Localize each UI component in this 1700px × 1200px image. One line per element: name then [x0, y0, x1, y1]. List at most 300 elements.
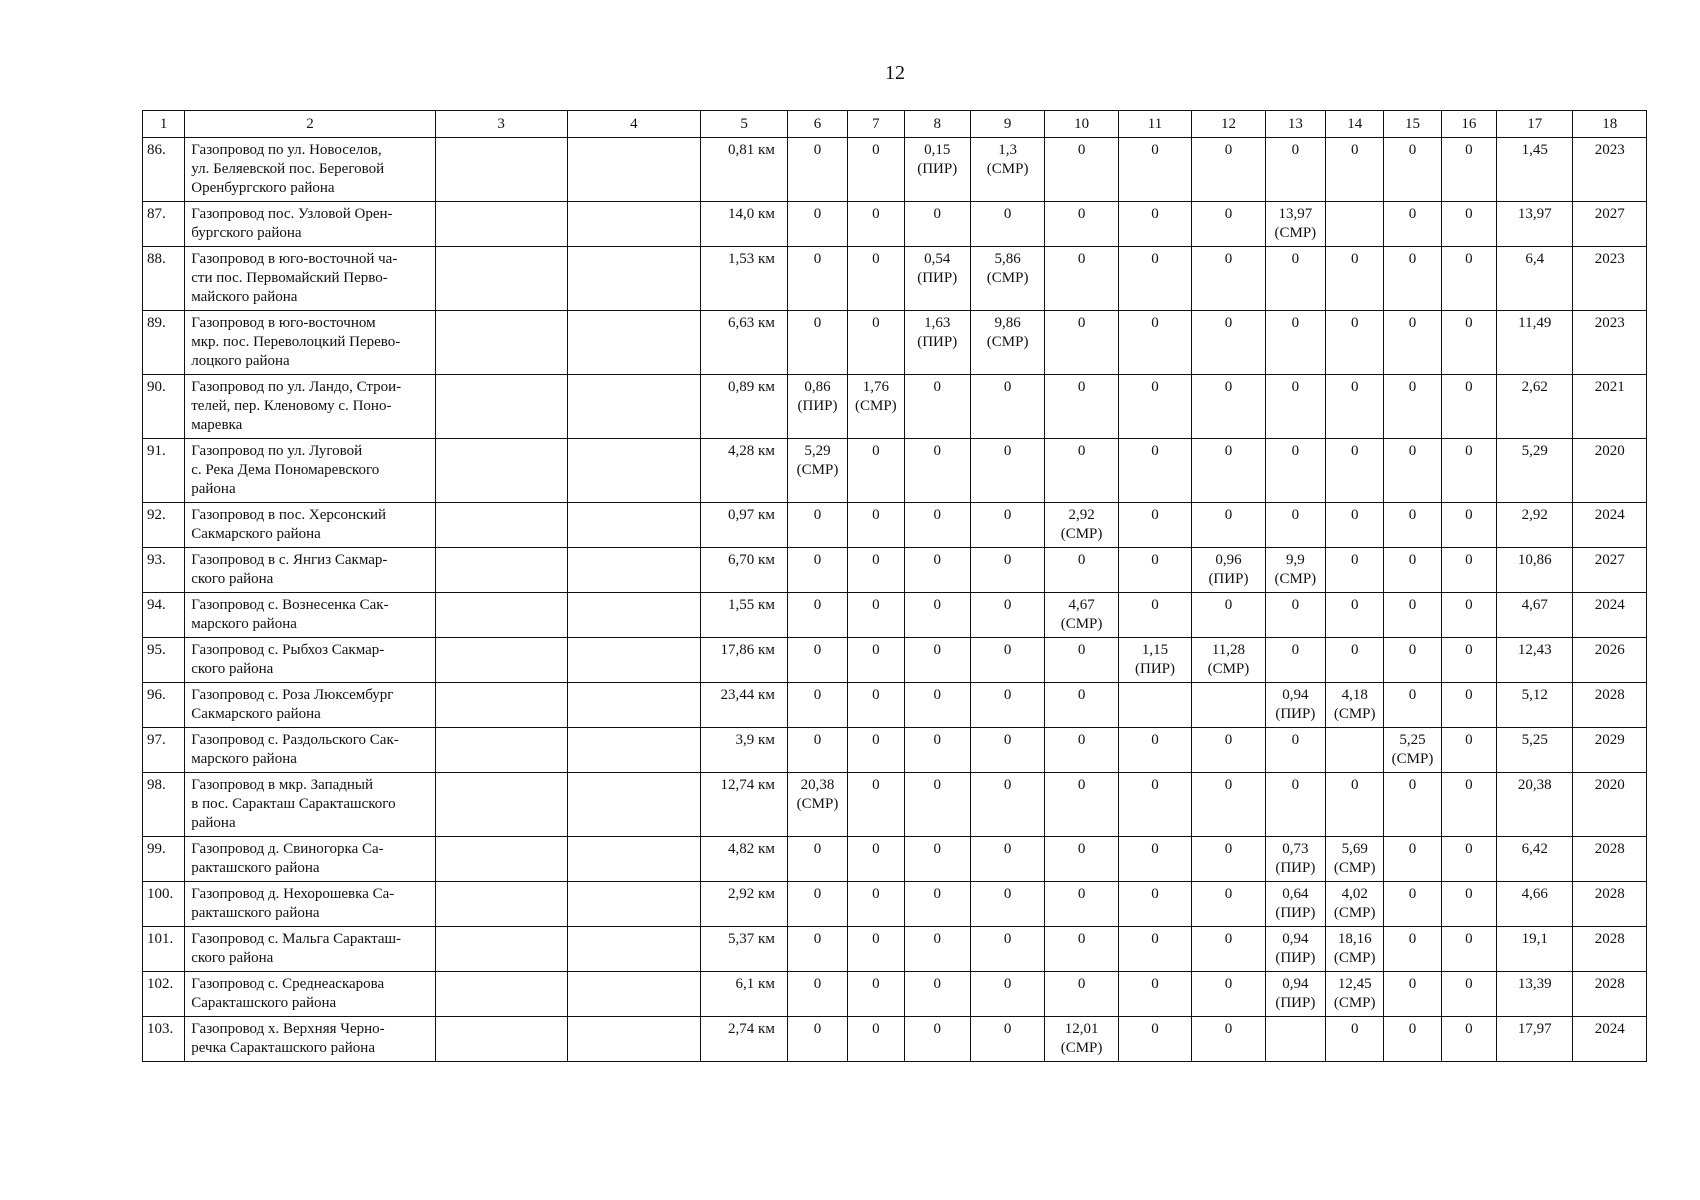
empty-cell-col3 [435, 773, 567, 837]
pipeline-length: 3,9 км [701, 728, 788, 773]
funding-value-line: (СМР) [986, 334, 1029, 350]
funding-value-line: 0 [1408, 931, 1417, 947]
funding-value-line: 20,38 [1517, 777, 1552, 793]
funding-value-line: (СМР) [1207, 661, 1250, 677]
funding-value-line: 0 [872, 443, 880, 459]
funding-value-line: 0 [813, 206, 822, 222]
funding-value-line: 0 [933, 1021, 941, 1037]
row-number: 89. [143, 311, 185, 375]
funding-value [970, 548, 1044, 593]
funding-value [1045, 728, 1118, 773]
funding-value-line: 0 [1465, 443, 1473, 459]
funding-value [1326, 593, 1384, 638]
empty-cell-col4 [567, 439, 701, 503]
object-name-line: Газопровод в юго-восточной ча- [191, 251, 398, 267]
completion-year: 2020 [1573, 773, 1647, 837]
funding-value [970, 972, 1044, 1017]
funding-value [1118, 837, 1191, 882]
column-header: 12 [1192, 111, 1265, 138]
funding-value-line: 0 [1151, 931, 1159, 947]
funding-value [1265, 773, 1325, 837]
funding-value [970, 638, 1044, 683]
completion-year: 2028 [1573, 882, 1647, 927]
funding-value-line: 5,25 [1521, 732, 1548, 748]
funding-value [970, 311, 1044, 375]
funding-value [1192, 375, 1265, 439]
funding-value-line: 0 [1350, 251, 1359, 267]
pipeline-length: 6,70 км [701, 548, 788, 593]
column-header: 17 [1497, 111, 1573, 138]
funding-value [1192, 882, 1265, 927]
funding-value-line: 0 [933, 206, 941, 222]
funding-value [904, 927, 970, 972]
empty-cell-col3 [435, 138, 567, 202]
funding-value-line: 0 [1291, 315, 1300, 331]
funding-value-line: 0 [872, 552, 880, 568]
funding-value [1441, 202, 1496, 247]
funding-value [1497, 202, 1573, 247]
funding-value-line: 5,12 [1521, 687, 1548, 703]
funding-value-line: (СМР) [1333, 995, 1376, 1011]
funding-value [904, 837, 970, 882]
funding-value [1326, 138, 1384, 202]
object-name-line: лоцкого района [191, 353, 290, 369]
funding-value [1192, 247, 1265, 311]
funding-value [1045, 638, 1118, 683]
funding-value-line: 0 [1465, 687, 1473, 703]
object-name-line: марского района [191, 751, 297, 767]
funding-value [1441, 138, 1496, 202]
empty-cell-col3 [435, 972, 567, 1017]
object-name [185, 247, 435, 311]
funding-value [1192, 548, 1265, 593]
funding-value [1497, 247, 1573, 311]
funding-value [1265, 311, 1325, 375]
funding-value [1265, 1017, 1325, 1062]
funding-value-line: 4,66 [1521, 886, 1548, 902]
object-name [185, 683, 435, 728]
funding-value-line: 0 [933, 642, 941, 658]
object-name-line: Газопровод х. Верхняя Черно- [191, 1021, 385, 1037]
funding-value-line: 0 [1077, 841, 1086, 857]
funding-value [1441, 375, 1496, 439]
funding-value [1441, 972, 1496, 1017]
funding-value [1441, 311, 1496, 375]
funding-value [848, 683, 904, 728]
funding-value-line: 0 [933, 687, 941, 703]
funding-value-line: 1,76 [862, 379, 889, 395]
funding-value-line: (ПИР) [917, 334, 958, 350]
funding-value [970, 439, 1044, 503]
funding-value-line: 0 [1408, 642, 1417, 658]
funding-value [1441, 728, 1496, 773]
empty-cell-col4 [567, 837, 701, 882]
funding-value [1045, 503, 1118, 548]
funding-value-line: (ПИР) [1275, 995, 1316, 1011]
funding-value-line: 0 [1151, 142, 1159, 158]
pipeline-length: 2,74 км [701, 1017, 788, 1062]
funding-value-line: (СМР) [855, 398, 897, 414]
funding-value-line: 0 [1003, 732, 1012, 748]
object-name [185, 503, 435, 548]
funding-value-line: 0 [933, 931, 941, 947]
funding-value-line: 0 [1350, 777, 1359, 793]
funding-value [848, 882, 904, 927]
funding-value [1045, 972, 1118, 1017]
object-name [185, 311, 435, 375]
object-name-line: Газопровод в пос. Херсонский [191, 507, 387, 523]
funding-value-line: 0 [1151, 841, 1159, 857]
funding-value [787, 202, 847, 247]
funding-value [904, 683, 970, 728]
row-number: 91. [143, 439, 185, 503]
funding-value-line: 0,54 [924, 251, 951, 267]
funding-value [848, 247, 904, 311]
funding-value-line: 5,69 [1341, 841, 1368, 857]
completion-year: 2024 [1573, 593, 1647, 638]
funding-value-line: 1,45 [1521, 142, 1548, 158]
table-row [143, 375, 1647, 439]
completion-year: 2029 [1573, 728, 1647, 773]
pipeline-length: 2,92 км [701, 882, 788, 927]
funding-value [904, 593, 970, 638]
funding-value [787, 1017, 847, 1062]
empty-cell-col3 [435, 837, 567, 882]
funding-value [1045, 548, 1118, 593]
funding-value [787, 683, 847, 728]
funding-value-line: 20,38 [800, 777, 835, 793]
funding-value [848, 311, 904, 375]
funding-value-line: (ПИР) [1275, 860, 1316, 876]
funding-value-line: 0 [1224, 206, 1233, 222]
pipeline-length: 1,53 км [701, 247, 788, 311]
column-header: 4 [567, 111, 701, 138]
funding-value-line: 0 [1224, 315, 1233, 331]
empty-cell-col3 [435, 638, 567, 683]
funding-value-line: 0 [1465, 507, 1473, 523]
funding-value-line: 0 [1077, 886, 1086, 902]
object-name [185, 638, 435, 683]
funding-value [904, 882, 970, 927]
completion-year: 2021 [1573, 375, 1647, 439]
funding-value [1192, 728, 1265, 773]
funding-value-line: 0 [1465, 886, 1473, 902]
funding-value [1118, 683, 1191, 728]
funding-value-line: 0 [1291, 443, 1300, 459]
funding-value-line: 0 [1350, 507, 1359, 523]
table-row [143, 593, 1647, 638]
object-name-line: с. Река Дема Пономаревского [191, 462, 380, 478]
funding-value-line: 0 [1151, 1021, 1159, 1037]
funding-value [1265, 882, 1325, 927]
object-name-line: телей, пер. Кленовому с. Поно- [191, 398, 392, 414]
table-row [143, 638, 1647, 683]
funding-value [1326, 927, 1384, 972]
funding-value-line: (СМР) [1333, 706, 1376, 722]
funding-value-line: 0 [1224, 886, 1233, 902]
funding-value [848, 773, 904, 837]
empty-cell-col3 [435, 882, 567, 927]
column-header: 13 [1265, 111, 1325, 138]
page-number: 12 [885, 62, 905, 84]
object-name-line: сти пос. Первомайский Перво- [191, 270, 388, 286]
funding-value [848, 927, 904, 972]
funding-value-line: 2,92 [1068, 507, 1095, 523]
object-name-line: района [191, 481, 236, 497]
funding-value-line: 0 [813, 886, 822, 902]
funding-value-line: 17,97 [1517, 1021, 1552, 1037]
object-name-line: Газопровод по ул. Ландо, Строи- [191, 379, 402, 395]
empty-cell-col3 [435, 375, 567, 439]
completion-year: 2024 [1573, 1017, 1647, 1062]
funding-value [1045, 138, 1118, 202]
funding-value [1045, 1017, 1118, 1062]
funding-value-line: 0 [1408, 142, 1417, 158]
funding-value-line: 0 [1003, 443, 1012, 459]
funding-value-line: (ПИР) [1135, 661, 1175, 677]
funding-value-line: 0 [1465, 931, 1473, 947]
funding-value [1497, 972, 1573, 1017]
funding-value-line: 0 [1465, 315, 1473, 331]
funding-value-line: 0 [872, 1021, 880, 1037]
empty-cell-col3 [435, 1017, 567, 1062]
funding-value-line: (СМР) [1274, 225, 1317, 241]
object-name [185, 773, 435, 837]
pipeline-length: 14,0 км [701, 202, 788, 247]
funding-value-line: 0 [1151, 443, 1159, 459]
empty-cell-col3 [435, 728, 567, 773]
funding-value [787, 773, 847, 837]
table-row [143, 311, 1647, 375]
funding-value-line: 0 [1151, 206, 1159, 222]
funding-value [1118, 927, 1191, 972]
funding-value [1497, 593, 1573, 638]
funding-value [1192, 202, 1265, 247]
funding-value [848, 503, 904, 548]
funding-value-line: 0 [1151, 777, 1159, 793]
funding-value [787, 927, 847, 972]
funding-value-line: 0 [813, 642, 822, 658]
funding-value [787, 375, 847, 439]
funding-value [1118, 247, 1191, 311]
funding-value [787, 837, 847, 882]
column-header: 8 [904, 111, 970, 138]
funding-value-line: 0 [1224, 777, 1233, 793]
funding-value [970, 882, 1044, 927]
funding-value [904, 311, 970, 375]
funding-value [1265, 375, 1325, 439]
completion-year: 2027 [1573, 548, 1647, 593]
funding-value-line: 0 [1077, 687, 1086, 703]
completion-year: 2020 [1573, 439, 1647, 503]
table-row [143, 202, 1647, 247]
funding-value [1118, 882, 1191, 927]
object-name-line: Газопровод с. Роза Люксембург [191, 687, 394, 703]
funding-value-line: (СМР) [986, 270, 1029, 286]
row-number: 97. [143, 728, 185, 773]
funding-value-line: 0 [1291, 642, 1300, 658]
funding-value-line: 0 [1003, 886, 1012, 902]
funding-value-line: 0 [1003, 976, 1012, 992]
funding-value [970, 837, 1044, 882]
funding-value [1497, 927, 1573, 972]
funding-value [848, 728, 904, 773]
row-number: 101. [143, 927, 185, 972]
funding-value-line: 1,15 [1141, 642, 1169, 658]
funding-value [1497, 882, 1573, 927]
funding-value-line: (СМР) [1333, 950, 1376, 966]
funding-value [1497, 375, 1573, 439]
funding-value [1497, 728, 1573, 773]
funding-value [1497, 837, 1573, 882]
funding-value [1441, 503, 1496, 548]
funding-value-line: 0 [1003, 597, 1012, 613]
funding-value-line: 0 [1465, 642, 1473, 658]
funding-value-line: 0 [1291, 732, 1300, 748]
funding-value [1326, 728, 1384, 773]
funding-value [848, 138, 904, 202]
funding-value-line: 0 [1408, 976, 1417, 992]
funding-value [1265, 927, 1325, 972]
funding-value-line: 10,86 [1517, 552, 1552, 568]
funding-value [904, 548, 970, 593]
column-header: 16 [1441, 111, 1496, 138]
funding-value-line: 0 [1077, 315, 1086, 331]
funding-value [1192, 138, 1265, 202]
row-number: 88. [143, 247, 185, 311]
object-name-line: Газопровод пос. Узловой Орен- [191, 206, 393, 222]
funding-value [1265, 503, 1325, 548]
funding-value-line: 0 [1408, 687, 1417, 703]
funding-value-line: 0 [1465, 552, 1473, 568]
object-name [185, 138, 435, 202]
object-name-line: майского района [191, 289, 298, 305]
funding-value [1384, 138, 1441, 202]
table-row [143, 503, 1647, 548]
funding-value [904, 773, 970, 837]
object-name-line: Сакмарского района [191, 526, 321, 542]
funding-value [970, 773, 1044, 837]
funding-value-line: 5,86 [994, 251, 1021, 267]
completion-year: 2028 [1573, 683, 1647, 728]
table-row [143, 138, 1647, 202]
funding-value [1326, 375, 1384, 439]
funding-value-line: (СМР) [796, 462, 839, 478]
funding-value [1045, 247, 1118, 311]
column-header: 10 [1045, 111, 1118, 138]
empty-cell-col4 [567, 247, 701, 311]
funding-value [1497, 439, 1573, 503]
funding-value [1045, 837, 1118, 882]
funding-value-line: 0 [1408, 777, 1417, 793]
funding-value [1192, 593, 1265, 638]
funding-value-line: 0 [1151, 315, 1159, 331]
funding-value-line: 0 [1224, 597, 1233, 613]
funding-value [1045, 375, 1118, 439]
table-row [143, 882, 1647, 927]
table-row [143, 439, 1647, 503]
funding-value [1118, 503, 1191, 548]
funding-value [1118, 593, 1191, 638]
funding-value-line: 0 [1077, 777, 1086, 793]
object-name [185, 728, 435, 773]
funding-value [1441, 593, 1496, 638]
empty-cell-col4 [567, 593, 701, 638]
funding-value-line: 0 [1408, 379, 1417, 395]
object-name [185, 439, 435, 503]
table-row [143, 773, 1647, 837]
funding-value-line: 0 [813, 841, 822, 857]
funding-value-line: 0 [1224, 841, 1233, 857]
row-number: 86. [143, 138, 185, 202]
funding-value [1326, 311, 1384, 375]
funding-value-line: 0 [1003, 507, 1012, 523]
object-name-line: Газопровод по ул. Новоселов, [191, 142, 382, 158]
object-name-line: речка Саракташского района [191, 1040, 375, 1056]
funding-value-line: 0 [1224, 507, 1233, 523]
pipeline-length: 0,81 км [701, 138, 788, 202]
funding-value [1384, 683, 1441, 728]
funding-value [1326, 683, 1384, 728]
funding-value [787, 638, 847, 683]
funding-value-line: 0 [933, 379, 941, 395]
row-number: 92. [143, 503, 185, 548]
funding-value [1497, 548, 1573, 593]
funding-value-line: 0 [1151, 976, 1159, 992]
funding-value [787, 439, 847, 503]
funding-value-line: 0 [1408, 1021, 1417, 1037]
funding-value [1265, 138, 1325, 202]
object-name [185, 927, 435, 972]
funding-value-line: 0 [872, 976, 880, 992]
funding-value-line: 0,94 [1282, 687, 1309, 703]
table-row [143, 548, 1647, 593]
funding-value [904, 503, 970, 548]
funding-value-line: 0 [1151, 552, 1159, 568]
funding-value-line: 0,64 [1282, 886, 1309, 902]
funding-value-line: 0 [1465, 251, 1473, 267]
funding-value-line: 0 [1465, 206, 1473, 222]
column-header: 18 [1573, 111, 1647, 138]
funding-value-line: 0 [1408, 443, 1417, 459]
funding-value-line: 11,28 [1211, 642, 1246, 658]
completion-year: 2026 [1573, 638, 1647, 683]
funding-value-line: 0 [1291, 597, 1300, 613]
funding-value [787, 138, 847, 202]
funding-value-line: (СМР) [986, 161, 1029, 177]
funding-value-line: 0 [1077, 443, 1086, 459]
funding-value [1265, 548, 1325, 593]
funding-value [848, 638, 904, 683]
funding-value-line: 5,29 [804, 443, 831, 459]
funding-value-line: 0 [1408, 597, 1417, 613]
empty-cell-col3 [435, 503, 567, 548]
funding-value [787, 728, 847, 773]
funding-value-line: 0 [933, 841, 941, 857]
funding-value-line: 4,18 [1341, 687, 1368, 703]
funding-value [970, 202, 1044, 247]
row-number: 94. [143, 593, 185, 638]
funding-value [1326, 972, 1384, 1017]
funding-value-line: 0 [813, 142, 822, 158]
table-row [143, 837, 1647, 882]
funding-value [1045, 773, 1118, 837]
pipeline-length: 6,1 км [701, 972, 788, 1017]
empty-cell-col4 [567, 138, 701, 202]
funding-value [904, 728, 970, 773]
funding-value-line: (ПИР) [1208, 571, 1249, 587]
funding-value [1118, 1017, 1191, 1062]
